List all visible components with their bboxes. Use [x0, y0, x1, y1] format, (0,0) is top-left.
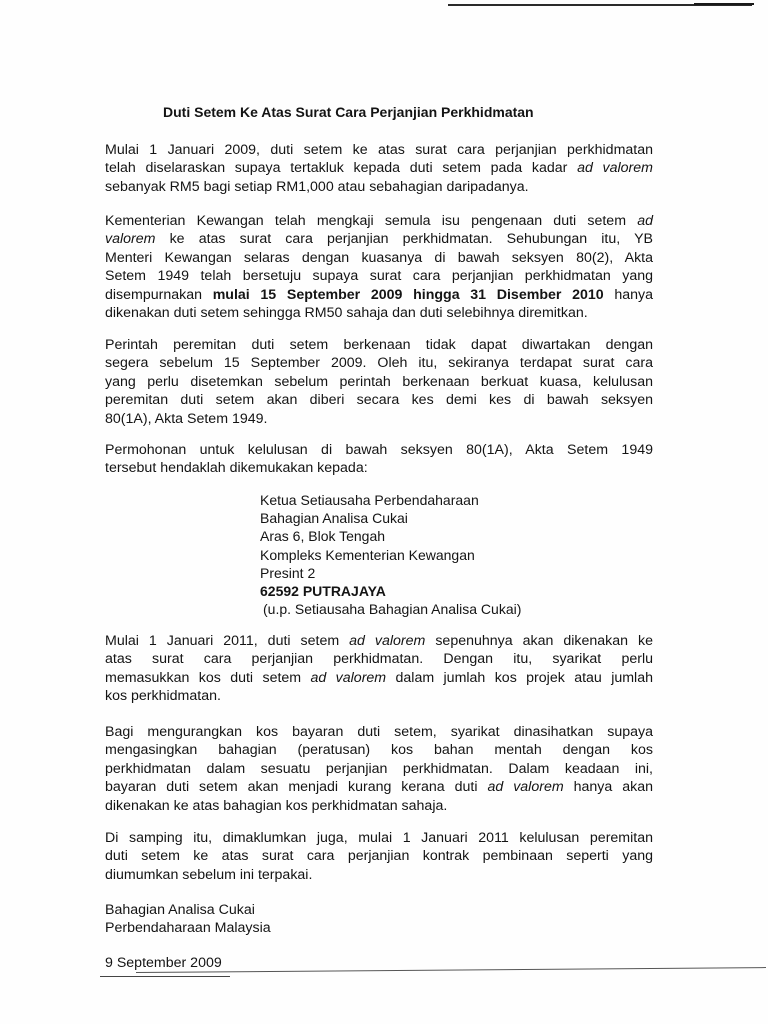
- paragraph-line: Kementerian Kewangan telah mengkaji semula isu pengenaan duti setem ad: [105, 213, 653, 229]
- paragraph-line: Setem 1949 telah bersetuju supaya surat cara perjanjian perkhidmatan yang: [105, 268, 653, 285]
- paragraph-1: [105, 141, 653, 196]
- paragraph-5: [105, 632, 653, 706]
- address-line: Ketua Setiausaha Perbendaharaan: [260, 492, 479, 508]
- paragraph-3: [105, 336, 653, 428]
- paragraph-line: Perintah peremitan duti setem berkenaan tidak dapat diwartakan dengan: [105, 337, 653, 353]
- paragraph-line: duti setem ke atas surat cara perjanjian kontrak pembinaan seperti yang: [105, 848, 653, 865]
- paragraph-line: 80(1A), Akta Setem 1949.: [105, 410, 268, 427]
- paragraph-line: diumumkan sebelum ini terpakai.: [105, 866, 313, 883]
- address-line: Kompleks Kementerian Kewangan: [260, 546, 475, 563]
- signature-block: [105, 901, 271, 938]
- paragraph-line: telah diselaraskan supaya tertakluk kepada duti setem pada kadar ad valorem: [105, 160, 653, 177]
- italic-term: ad: [637, 213, 653, 229]
- signature-organisation: Perbendaharaan Malaysia: [105, 920, 271, 937]
- italic-term: ad valorem: [310, 669, 387, 686]
- paragraph-line: Permohonan untuk kelulusan di bawah seksyen 80(1A), Akta Setem 1949: [105, 442, 653, 458]
- paragraph-line: yang perlu disetemkan sebelum perintah berkenaan berkuat kuasa, kelulusan: [105, 373, 653, 390]
- address-attention-line: (u.p. Setiausaha Bahagian Analisa Cukai): [263, 601, 522, 618]
- paragraph-line: tersebut hendaklah dikemukakan kepada:: [105, 460, 368, 477]
- paragraph-line: Di samping itu, dimaklumkan juga, mulai 1 Januari 2011 kelulusan peremitan: [105, 830, 653, 846]
- paragraph-6: [105, 723, 653, 815]
- document-title: Duti Setem Ke Atas Surat Cara Perjanjian Perkhidmatan: [163, 104, 534, 120]
- bold-date-range: mulai 15 September 2009 hingga 31 Disember 2010: [212, 286, 604, 303]
- address-line: Presint 2: [260, 564, 316, 581]
- paragraph-line: valorem ke atas surat cara perjanjian perkhidmatan. Sehubungan itu, YB: [105, 231, 653, 248]
- paragraph-4: [105, 441, 653, 478]
- italic-term: ad valorem: [577, 160, 653, 177]
- paragraph-line: kos perkhidmatan.: [105, 688, 221, 705]
- address-line: Bahagian Analisa Cukai: [260, 510, 408, 527]
- scan-artifact-top-line: [448, 4, 752, 6]
- signature-department: Bahagian Analisa Cukai: [105, 902, 255, 918]
- address-block: [260, 491, 521, 618]
- paragraph-line: dikenakan ke atas bahagian kos perkhidmatan sahaja.: [105, 797, 448, 814]
- paragraph-line: segera sebelum 15 September 2009. Oleh itu, sekiranya terdapat surat cara: [105, 355, 653, 372]
- paragraph-line: memasukkan kos duti setem ad valorem dalam jumlah kos projek atau jumlah: [105, 669, 653, 686]
- paragraph-line: Mulai 1 Januari 2011, duti setem ad valorem sepenuhnya akan dikenakan ke: [105, 633, 653, 649]
- paragraph-7: [105, 829, 653, 884]
- paragraph-line: mengasingkan bahagian (peratusan) kos bahan mentah dengan kos: [105, 742, 653, 759]
- paragraph-line: dikenakan duti setem sehingga RM50 sahaja dan duti selebihnya diremitkan.: [105, 304, 588, 321]
- date-underline: [100, 976, 230, 977]
- italic-term: ad valorem: [349, 633, 426, 649]
- italic-term: valorem: [105, 231, 156, 248]
- paragraph-line: sebanyak RM5 bagi setiap RM1,000 atau sebahagian daripadanya.: [105, 178, 529, 195]
- paragraph-line: Menteri Kewangan selaras dengan kuasanya di bawah seksyen 80(2), Akta: [105, 249, 653, 266]
- paragraph-2: [105, 212, 653, 322]
- paragraph-line: perkhidmatan dalam sesuatu perjanjian perkhidmatan. Dalam keadaan ini,: [105, 760, 653, 777]
- scan-artifact-bottom-line: [136, 967, 766, 973]
- address-postcode-city: 62592 PUTRAJAYA: [260, 583, 386, 600]
- paragraph-line: peremitan duti setem akan diberi secara kes demi kes di bawah seksyen: [105, 392, 653, 409]
- paragraph-line: disempurnakan mulai 15 September 2009 hingga 31 Disember 2010 hanya: [105, 286, 653, 303]
- address-line: Aras 6, Blok Tengah: [260, 528, 386, 545]
- italic-term: ad valorem: [487, 779, 564, 796]
- paragraph-line: Mulai 1 Januari 2009, duti setem ke atas surat cara perjanjian perkhidmatan: [105, 142, 653, 158]
- paragraph-line: atas surat cara perjanjian perkhidmatan. Dengan itu, syarikat perlu: [105, 651, 653, 668]
- document-date: 9 September 2009: [105, 955, 222, 971]
- paragraph-line: bayaran duti setem akan menjadi kurang kerana duti ad valorem hanya akan: [105, 779, 653, 796]
- paragraph-line: Bagi mengurangkan kos bayaran duti setem, syarikat dinasihatkan supaya: [105, 724, 653, 740]
